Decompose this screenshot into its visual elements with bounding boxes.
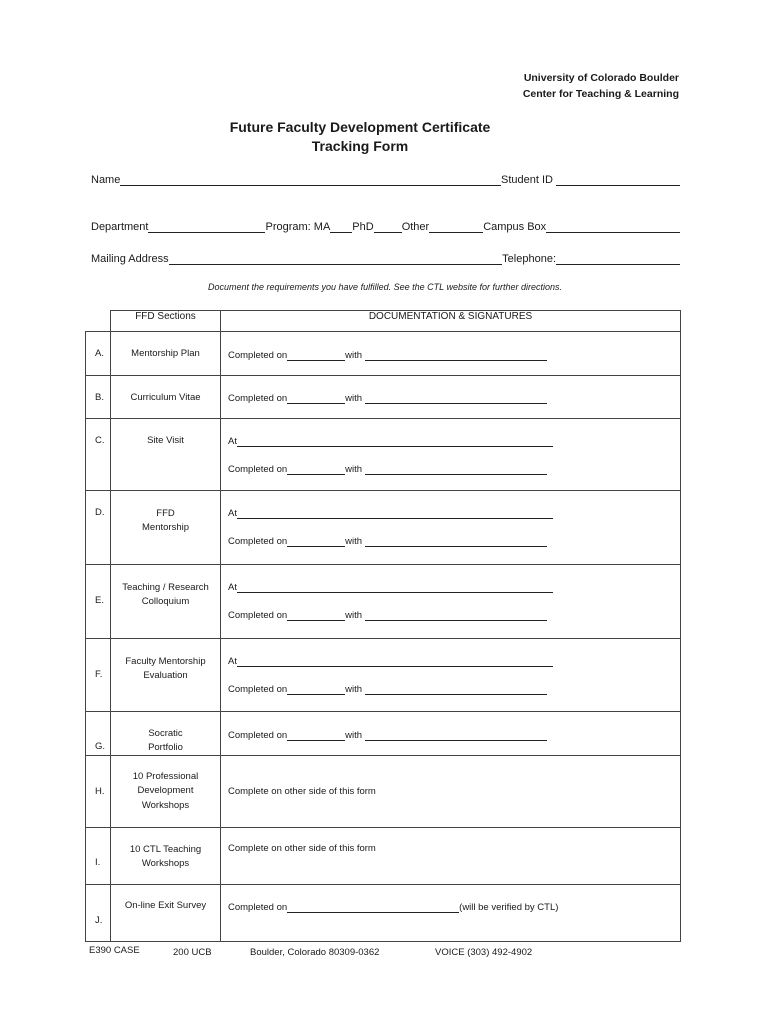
section-name <box>111 491 220 535</box>
phd-label: PhD <box>352 221 374 233</box>
completed-date-field[interactable] <box>287 535 345 547</box>
section-name: On-line Exit Survey <box>124 900 207 911</box>
table-row <box>86 419 681 491</box>
at-field[interactable] <box>237 655 553 667</box>
table-row <box>86 332 681 376</box>
mailing-address-label: Mailing Address <box>91 253 169 265</box>
program-label: Program: MA <box>265 221 331 233</box>
completed-on-label: Completed on <box>228 349 288 361</box>
completed-date-field[interactable] <box>287 609 345 621</box>
mailing-address-field[interactable] <box>169 252 503 265</box>
documentation-cell <box>221 491 681 565</box>
section-line: FFD <box>156 508 175 519</box>
section-line: Development <box>137 785 194 797</box>
completed-line <box>228 533 680 547</box>
at-line <box>228 505 680 519</box>
row-letter-cell <box>86 419 111 491</box>
section-line: Workshops <box>141 858 190 869</box>
section-name <box>111 639 220 683</box>
table-row <box>86 376 681 419</box>
section-name <box>111 828 220 871</box>
section-line: Workshops <box>141 799 190 811</box>
row-letter: B. <box>95 391 104 403</box>
completed-on-label: Completed on <box>228 464 288 475</box>
documentation-header <box>221 311 681 332</box>
department-field[interactable] <box>148 220 265 233</box>
telephone-field[interactable] <box>556 252 680 265</box>
with-field[interactable] <box>365 729 547 741</box>
section-name <box>111 565 220 609</box>
row-letter-cell <box>86 828 111 885</box>
section-cell <box>111 885 221 942</box>
row-letter: D. <box>95 507 105 518</box>
campus-box-label: Campus Box <box>483 221 547 233</box>
completed-on-label: Completed on <box>228 684 288 695</box>
table-row <box>86 491 681 565</box>
department-label: Department <box>91 221 149 233</box>
header-blank-cell <box>86 311 111 332</box>
completed-line <box>228 390 680 404</box>
row-letter-cell <box>86 885 111 942</box>
at-line <box>228 579 680 593</box>
section-line: Faculty Mentorship <box>125 656 206 667</box>
at-label: At <box>228 582 237 593</box>
at-field[interactable] <box>237 581 553 593</box>
completed-on-label: Completed on <box>228 902 288 913</box>
section-cell <box>111 756 221 828</box>
section-name <box>111 712 220 755</box>
table-header-row <box>86 311 681 332</box>
completed-line <box>228 681 680 695</box>
documentation-header-label: DOCUMENTATION & SIGNATURES <box>368 311 533 322</box>
documentation-cell <box>221 376 681 419</box>
row-letter-cell <box>86 491 111 565</box>
name-row <box>91 170 680 186</box>
section-cell <box>111 828 221 885</box>
row-letter: A. <box>95 348 104 359</box>
ma-field[interactable] <box>330 220 352 233</box>
row-letter: J. <box>95 915 103 926</box>
section-cell <box>111 419 221 491</box>
section-cell <box>111 376 221 419</box>
completed-date-field[interactable] <box>287 683 345 695</box>
row-letter-cell <box>86 332 111 376</box>
at-field[interactable] <box>237 507 553 519</box>
footer-voice: VOICE (303) 492-4902 <box>435 947 533 958</box>
with-field[interactable] <box>365 535 547 547</box>
phd-field[interactable] <box>374 220 402 233</box>
with-label: with <box>345 684 363 695</box>
completed-line <box>228 899 680 913</box>
department-row <box>91 217 680 233</box>
name-field[interactable] <box>120 173 501 186</box>
name-label: Name <box>91 174 121 186</box>
row-letter-cell <box>86 565 111 639</box>
with-label: with <box>345 730 363 741</box>
section-line: Colloquium <box>141 596 190 607</box>
documentation-cell <box>221 712 681 756</box>
documentation-cell <box>221 332 681 376</box>
completed-date-field[interactable] <box>287 463 345 475</box>
with-field[interactable] <box>365 349 547 361</box>
completed-date-field[interactable] <box>287 901 459 913</box>
form-subtitle: Tracking Form <box>311 138 409 154</box>
with-label: with <box>345 464 363 475</box>
row-letter-cell <box>86 712 111 756</box>
student-id-label: Student ID <box>501 174 553 186</box>
section-cell <box>111 712 221 756</box>
row-letter-cell <box>86 376 111 419</box>
with-field[interactable] <box>365 683 547 695</box>
verified-note: (will be verified by CTL) <box>459 902 559 913</box>
at-line <box>228 433 680 447</box>
section-line: Socratic <box>148 728 183 739</box>
at-label: At <box>228 656 237 667</box>
section-name <box>111 770 220 814</box>
section-line: 10 Professional <box>132 770 199 782</box>
row-letter: F. <box>95 669 103 680</box>
section-line: Mentorship <box>142 522 189 533</box>
row-letter-cell <box>86 639 111 712</box>
section-cell <box>111 332 221 376</box>
table-row <box>86 712 681 756</box>
at-line <box>228 653 680 667</box>
table-row <box>86 885 681 942</box>
with-label: with <box>345 393 363 404</box>
documentation-cell <box>221 565 681 639</box>
complete-other-side-note: Complete on other side of this form <box>228 843 376 854</box>
section-line: Evaluation <box>143 670 188 681</box>
campus-box-field[interactable] <box>546 220 680 233</box>
other-label: Other <box>401 221 430 233</box>
address-row <box>91 249 680 265</box>
org-name: University of Colorado Boulder <box>523 72 679 84</box>
student-id-field[interactable] <box>556 173 680 186</box>
row-letter: I. <box>95 857 101 868</box>
org-department: Center for Teaching & Learning <box>522 88 679 100</box>
row-letter: G. <box>95 741 106 752</box>
section-cell <box>111 565 221 639</box>
completed-line <box>228 727 680 741</box>
row-letter: C. <box>95 435 105 446</box>
with-field[interactable] <box>365 392 547 404</box>
section-cell <box>111 639 221 712</box>
other-field[interactable] <box>429 220 483 233</box>
telephone-label: Telephone: <box>502 253 556 265</box>
form-title: Future Faculty Development Certificate <box>229 119 491 135</box>
row-letter-cell <box>86 756 111 828</box>
instructions: Document the requirements you have fulfilled. See the CTL website for further directions. <box>207 282 562 292</box>
with-label: with <box>345 610 363 621</box>
table-row <box>86 828 681 885</box>
at-label: At <box>228 508 237 519</box>
documentation-cell <box>221 828 681 885</box>
section-name: Site Visit <box>147 435 184 446</box>
completed-date-field[interactable] <box>287 729 345 741</box>
section-name: Curriculum Vitae <box>130 391 201 403</box>
section-line: Portfolio <box>148 742 183 753</box>
section-line: Teaching / Research <box>122 582 209 593</box>
with-label: with <box>345 536 363 547</box>
at-label: At <box>228 436 237 447</box>
complete-other-side-note: Complete on other side of this form <box>228 786 376 797</box>
table-row <box>86 565 681 639</box>
row-letter: H. <box>95 786 105 797</box>
documentation-cell <box>221 419 681 491</box>
completed-on-label: Completed on <box>228 393 288 404</box>
footer-city: Boulder, Colorado 80309-0362 <box>250 947 380 958</box>
completed-date-field[interactable] <box>287 349 345 361</box>
completed-on-label: Completed on <box>228 536 288 547</box>
completed-date-field[interactable] <box>287 392 345 404</box>
ffd-table <box>85 310 681 942</box>
with-field[interactable] <box>365 609 547 621</box>
section-line: 10 CTL Teaching <box>129 844 202 855</box>
with-field[interactable] <box>365 463 547 475</box>
row-letter: E. <box>95 595 104 606</box>
section-name: Mentorship Plan <box>131 348 200 359</box>
completed-line <box>228 607 680 621</box>
section-cell <box>111 491 221 565</box>
completed-line <box>228 347 680 361</box>
with-label: with <box>345 349 363 361</box>
table-row <box>86 756 681 828</box>
sections-header <box>111 311 221 332</box>
sections-header-label: FFD Sections <box>135 311 196 322</box>
documentation-cell <box>221 639 681 712</box>
footer-ucb: 200 UCB <box>173 947 212 958</box>
documentation-cell <box>221 756 681 828</box>
at-field[interactable] <box>237 435 553 447</box>
footer-case: E390 CASE <box>89 945 140 956</box>
completed-on-label: Completed on <box>228 730 288 741</box>
documentation-cell <box>221 885 681 942</box>
completed-on-label: Completed on <box>228 610 288 621</box>
completed-line <box>228 461 680 475</box>
table-row <box>86 639 681 712</box>
